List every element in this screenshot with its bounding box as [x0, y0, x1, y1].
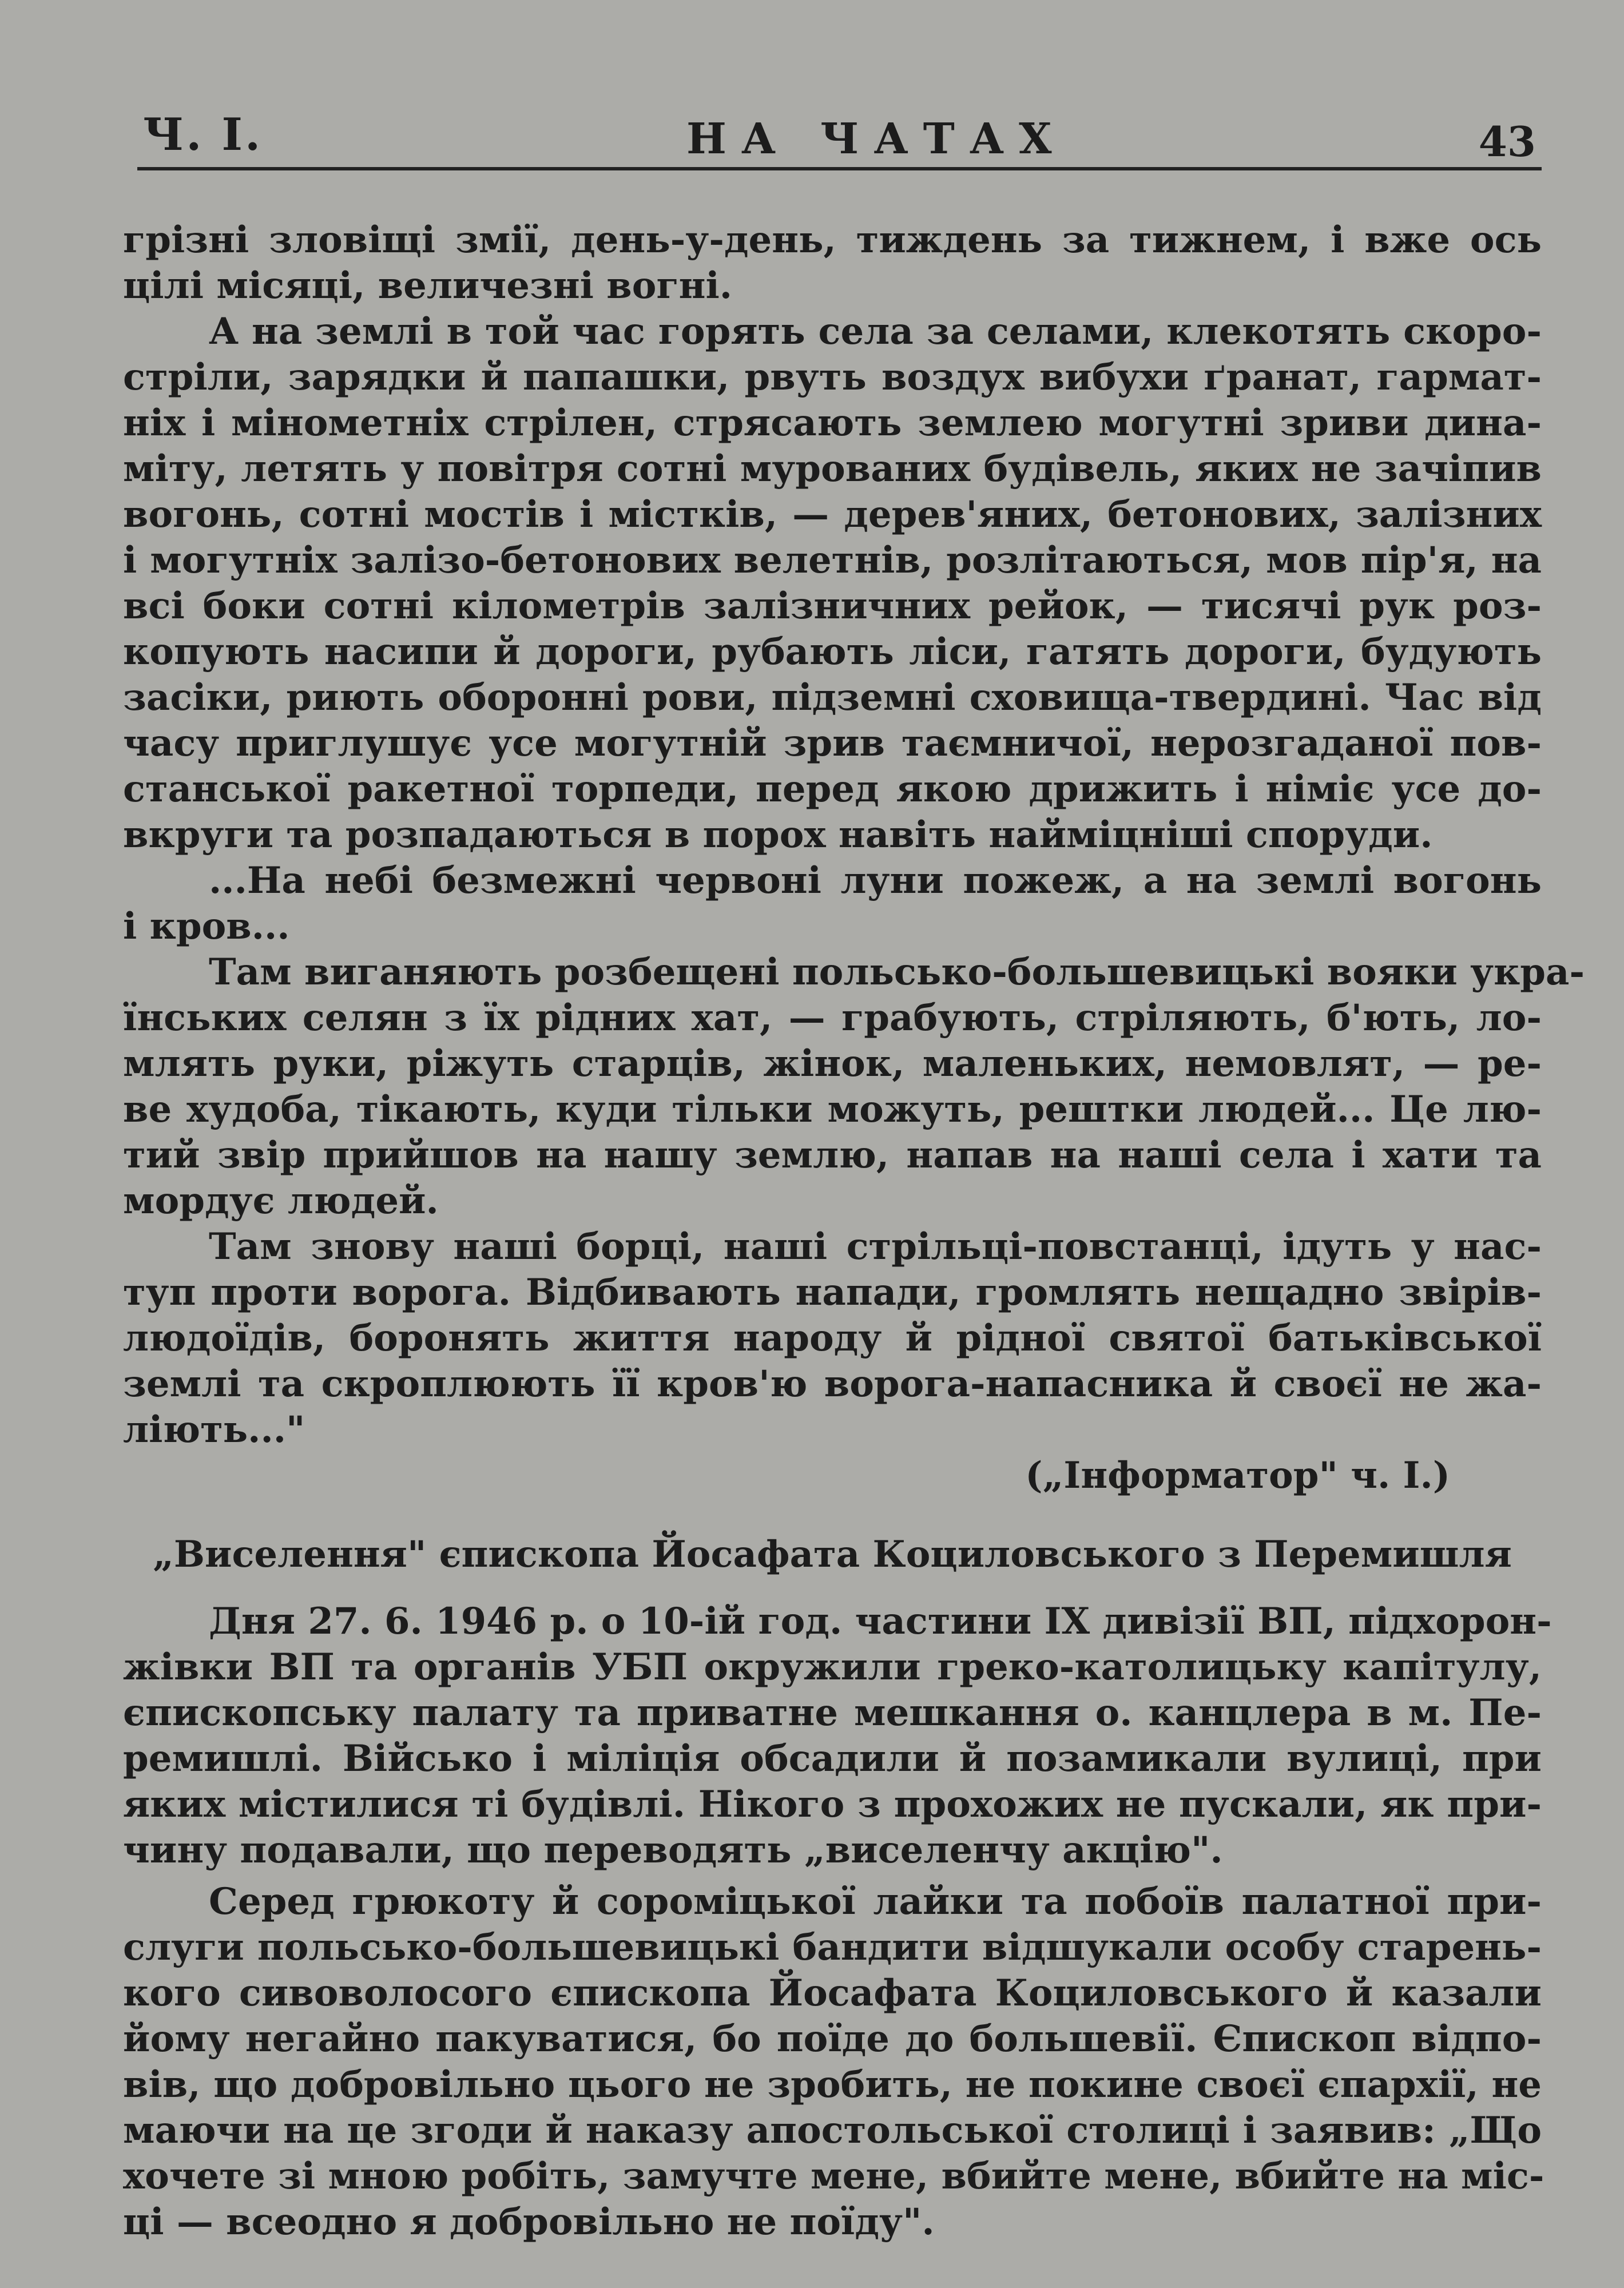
- source-citation: („Інформатор" ч. І.): [1025, 1454, 1450, 1497]
- text-line: міту, летять у повітря сотні мурованих будівель, яких не зачіпив: [123, 447, 1542, 490]
- text-line: землі та скроплюють її кров'ю ворога-напасника й своєї не жа-: [123, 1363, 1542, 1405]
- page-body: [123, 217, 1585, 2245]
- text-line: жівки ВП та органів УБП окружили греко-католицьку капітулу,: [123, 1646, 1542, 1689]
- text-line: Серед грюкоту й сороміцької лайки та побоїв палатної при-: [209, 1880, 1542, 1923]
- text-line: людоїдів, боронять життя народу й рідної святої батьківської: [123, 1317, 1542, 1360]
- text-line: ...На небі безмежні червоні луни пожеж, а на землі вогонь: [209, 859, 1542, 902]
- text-line: чину подавали, що переводять „виселенчу акцію".: [123, 1829, 1223, 1872]
- text-line: Там виганяють розбещені польсько-большевицькі вояки укра-: [209, 951, 1585, 994]
- text-line: ніх і мінометніх стрілен, стрясають землею могутні зриви дина-: [123, 402, 1542, 444]
- text-line: ліють...": [123, 1408, 305, 1451]
- text-line: вкруги та розпадаються в порох навіть найміцніші споруди.: [123, 813, 1433, 856]
- text-line: мордує людей.: [123, 1179, 439, 1222]
- text-line: вогонь, сотні мостів і містків, — дерев'яних, бетонових, залізних: [123, 493, 1542, 536]
- text-line: кого сивоволосого єпископа Йосафата Коциловського й казали: [123, 1972, 1542, 2015]
- text-line: Дня 27. 6. 1946 р. о 10-ій год. частини IX дивізії ВП, підхорон-: [209, 1600, 1552, 1643]
- text-line: туп проти ворога. Відбивають напади, громлять нещадно звірів-: [123, 1271, 1542, 1314]
- text-line: ці — всеодно я добровільно не поїду".: [123, 2200, 935, 2243]
- text-line: йому негайно пакуватися, бо поїде до большевії. Єпископ відпо-: [123, 2017, 1542, 2060]
- text-line: всі боки сотні кілометрів залізничних рейок, — тисячі рук роз-: [123, 585, 1542, 627]
- text-line: часу приглушує усе могутній зрив таємничої, нерозгаданої пов-: [123, 722, 1542, 765]
- text-line: станської ракетної торпеди, перед якою дрижить і німіє усе до-: [123, 768, 1542, 811]
- text-line: слуги польсько-большевицькі бандити відшукали особу старень-: [123, 1926, 1542, 1969]
- header-rule: [137, 167, 1542, 170]
- text-line: копують насипи й дороги, рубають ліси, гатять дороги, будують: [123, 630, 1542, 673]
- text-line: млять руки, ріжуть старців, жінок, маленьких, немовлят, — ре-: [123, 1042, 1542, 1085]
- text-line: і кров...: [123, 905, 290, 948]
- text-line: цілі місяці, величезні вогні.: [123, 264, 733, 307]
- text-line: маючи на це згоди й наказу апостольської столиці і заявив: „Що: [123, 2109, 1542, 2152]
- text-line: єпископську палату та приватне мешкання о. канцлера в м. Пе-: [123, 1691, 1542, 1734]
- text-line: хочете зі мною робіть, замучте мене, вбийте мене, вбийте на міс-: [123, 2155, 1544, 2198]
- running-title: НА ЧАТАХ: [686, 114, 1067, 164]
- text-line: і могутніх залізо-бетонових велетнів, розлітаються, мов пір'я, на: [123, 539, 1542, 582]
- running-header: [137, 109, 1542, 166]
- text-line: грізні зловіщі змії, день-у-день, тиждень за тижнем, і вже ось: [123, 219, 1542, 261]
- section-heading: „Виселення" єпископа Йосафата Коциловського з Перемишля: [153, 1533, 1512, 1576]
- text-line: Там знову наші борці, наші стрільці-повстанці, ідуть у нас-: [209, 1225, 1542, 1268]
- text-line: їнських селян з їх рідних хат, — грабують, стріляють, б'ють, ло-: [123, 996, 1542, 1039]
- text-line: яких містилися ті будівлі. Нікого з прохожих не пускали, як при-: [123, 1783, 1542, 1826]
- text-line: стріли, зарядки й папашки, рвуть воздух вибухи ґранат, гармат-: [123, 356, 1542, 399]
- text-line: тий звір прийшов на нашу землю, напав на наші села і хати та: [123, 1134, 1542, 1177]
- text-line: А на землі в той час горять села за селами, клекотять скоро-: [209, 310, 1542, 353]
- text-line: ремишлі. Військо і міліція обсадили й позамикали вулиці, при: [123, 1737, 1542, 1780]
- text-line: засіки, риють оборонні рови, підземні сховища-твердині. Час від: [123, 676, 1542, 719]
- text-line: вів, що добровільно цього не зробить, не покине своєї єпархії, не: [123, 2063, 1542, 2106]
- paragraph-gap: [123, 1873, 1542, 1879]
- part-label: Ч. І.: [143, 109, 263, 161]
- text-line: ве худоба, тікають, куди тільки можуть, рештки людей... Це лю-: [123, 1088, 1542, 1131]
- page-number: 43: [1478, 117, 1536, 166]
